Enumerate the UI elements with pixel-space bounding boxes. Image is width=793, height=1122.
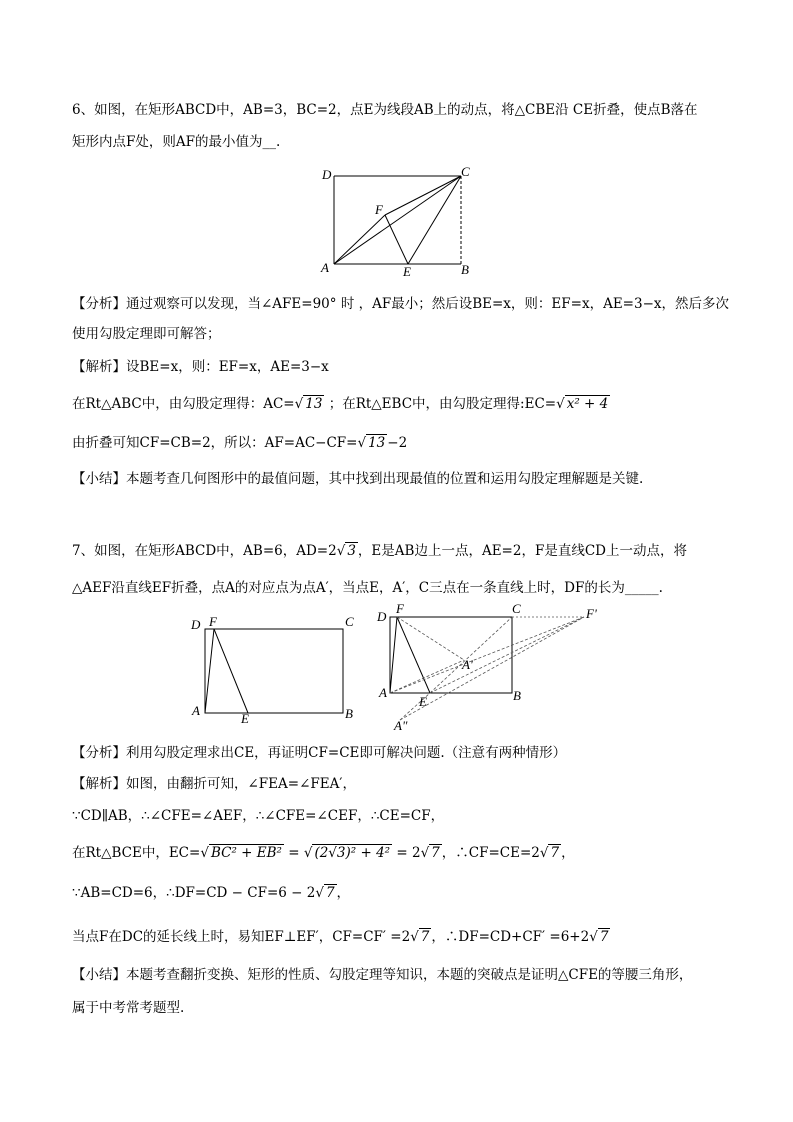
q7-f1-label-E: E [241, 711, 249, 724]
analysis-tag: 【分析】 [72, 745, 126, 761]
solution-tag: 【解析】 [72, 776, 126, 792]
q7-figure-2 [372, 602, 602, 734]
q7-statement-line1: 7、如图，在矩形ABCD中，AB=6，AD=2√ 3 ，E是AB边上一点，AE=2，F是直线CD上一动点，将 [72, 543, 687, 559]
q7-solution-line3: 在Rt△BCE中，EC=√ BC² + EB² = √ (2√3)² + 4² = 2√ 7 ，∴CF=CE=2√ 7 ， [72, 845, 575, 861]
q6-label-F: F [375, 202, 383, 217]
q6-sol2-text-a: 在Rt△ABC中，由勾股定理得：AC= [72, 396, 295, 412]
q7-f2-label-D: D [377, 609, 387, 624]
q7-sol3-radicand2: (2√3)² + 4² [314, 845, 391, 861]
q7-f2-label-Aprime: A' [462, 657, 473, 672]
q7-analysis-line [72, 743, 732, 763]
q6-label-C: C [461, 164, 470, 179]
q7-solution-line5: 当点F在DC的延长线上时，易知EF⊥EF′，CF=CF′ =2√ 7 ，∴DF=CD+CF′ =6+2√ 7 [72, 929, 609, 945]
q7-sol3-text-d: ，∴CF=CE=2 [441, 845, 540, 861]
q7-sol4-text-a: ∵AB=CD=6，∴DF=CD − CF=6 − 2 [72, 885, 316, 901]
summary-tag: 【小结】 [72, 471, 126, 487]
q7-f1-label-B: B [345, 706, 353, 721]
q7-summary-text1: 本题考查翻折变换、矩形的性质、勾股定理等知识，本题的突破点是证明△CFE的等腰三角形， [126, 967, 693, 983]
q7-f2-label-F: F [396, 602, 404, 616]
q7-f2-label-E: E [419, 694, 427, 709]
q6-solution-line2: 在Rt△ABC中，由勾股定理得：AC=√ 13 ；在Rt△EBC中，由勾股定理得:EC=√ x² + 4 [72, 396, 609, 412]
q7-solution-text1: 如图，由翻折可知，∠FEA=∠FEA′， [126, 776, 356, 792]
q7-f1-label-D: D [191, 617, 201, 632]
q7-sol3-radicand4: 7 [550, 845, 560, 861]
analysis-tag: 【分析】 [72, 296, 126, 312]
q7-f1-label-F: F [209, 614, 217, 629]
summary-tag: 【小结】 [72, 967, 126, 983]
q7-sol5-radicand1: 7 [420, 929, 430, 945]
q6-analysis-line1 [72, 294, 732, 314]
q6-solution-line1 [72, 357, 732, 377]
q6-label-D: D [322, 167, 332, 182]
q7-text1-b: ，E是AB边上一点，AE=2，F是直线CD上一动点，将 [357, 543, 687, 559]
q6-solution-line3: 由折叠可知CF=CB=2，所以：AF=AC−CF=√ 13 −2 [72, 435, 408, 451]
q7-text1-a: 7、如图，在矩形ABCD中，AB=6，AD=2 [72, 543, 337, 559]
q6-summary-line [72, 469, 732, 489]
q7-sol4-text-b: ， [336, 885, 351, 901]
q7-summary-line2: 属于中考常考题型. [72, 1000, 185, 1016]
q7-sol5-text-a: 当点F在DC的延长线上时，易知EF⊥EF′，CF=CF′ =2 [72, 929, 411, 945]
q6-sol3-radicand: 13 [368, 435, 386, 451]
q6-sol2-text-b: ；在Rt△EBC中，由勾股定理得:EC= [324, 396, 557, 412]
q7-figure-1 [188, 612, 363, 724]
q7-sol4-radicand: 7 [325, 885, 335, 901]
q6-label-E: E [403, 264, 411, 279]
q7-summary-line1 [72, 965, 732, 985]
q7-f2-label-A: A [379, 685, 387, 700]
q7-sol5-text-b: ，∴DF=CD+CF′ =6+2 [431, 929, 590, 945]
q7-analysis-text: 利用勾股定理求出CE，再证明CF=CE即可解决问题.（注意有两种情形） [126, 745, 567, 761]
q7-f2-label-B: B [513, 688, 521, 703]
q7-f1-label-A: A [192, 703, 200, 718]
q7-statement-line2: △AEF沿直线EF折叠，点A的对应点为点A′，当点E，A′，C三点在一条直线上时，DF的长为_____. [72, 580, 663, 596]
q6-analysis-line2: 使用勾股定理即可解答； [72, 326, 221, 342]
q7-sol5-radicand2: 7 [599, 929, 609, 945]
q7-sol3-radicand1: BC² + EB² [210, 845, 282, 861]
q7-sol3-text-a: 在Rt△BCE中，EC= [72, 845, 201, 861]
q6-sol3-text-b: −2 [387, 435, 408, 451]
q6-statement-line1: 6、如图，在矩形ABCD中，AB=3，BC=2，点E为线段AB上的动点，将△CBE沿 CE折叠，使点B落在 [72, 102, 698, 118]
q6-solution-text1: 设BE=x，则：EF=x，AE=3−x [126, 359, 329, 375]
q7-f2-label-Adoubleprime: A" [394, 718, 408, 733]
q7-sol3-text-e: ， [561, 845, 575, 861]
q7-f1-label-C: C [345, 614, 354, 629]
q7-solution-line2: ∵CD∥AB，∴∠CFE=∠AEF，∴∠CFE=∠CEF，∴CE=CF， [72, 808, 445, 824]
q6-figure [318, 164, 478, 280]
q6-label-A: A [321, 260, 329, 275]
q7-sol3-radicand3: 7 [431, 845, 440, 861]
q6-statement-line2: 矩形内点F处，则AF的最小值为__. [72, 134, 281, 150]
q6-analysis-text1: 通过观察可以发现，当∠AFE=90° 时 ，AF最小；然后设BE=x，则：EF=x，AE=3−x，然后多次 [126, 296, 729, 312]
q6-summary-text: 本题考查几何图形中的最值问题，其中找到出现最值的位置和运用勾股定理解题是关键. [126, 471, 644, 487]
solution-tag: 【解析】 [72, 359, 126, 375]
q7-f2-label-Fprime: F' [586, 606, 597, 621]
q6-label-B: B [461, 262, 469, 277]
q7-text1-radicand: 3 [347, 543, 356, 559]
q7-sol3-text-c: = 2 [392, 845, 421, 861]
q6-sol2-radicand1: 13 [305, 396, 323, 412]
q7-sol3-text-b: = [283, 845, 304, 861]
q7-solution-line4: ∵AB=CD=6，∴DF=CD − CF=6 − 2√ 7 ， [72, 885, 351, 901]
q6-sol3-text-a: 由折叠可知CF=CB=2，所以：AF=AC−CF= [72, 435, 358, 451]
q7-solution-line1 [72, 774, 732, 794]
q7-f2-label-C: C [512, 602, 521, 616]
q6-sol2-radicand2: x² + 4 [566, 396, 609, 412]
